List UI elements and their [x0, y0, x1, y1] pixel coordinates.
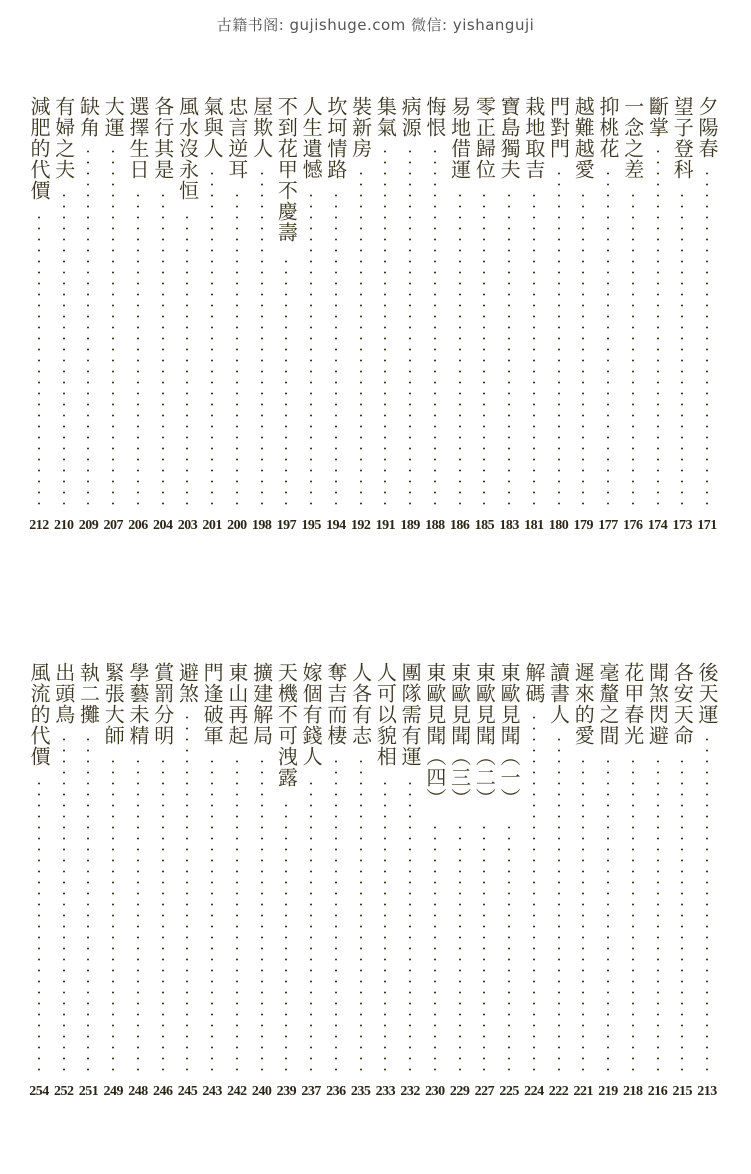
toc-entry[interactable]	[102, 96, 124, 536]
toc-entry[interactable]	[424, 96, 446, 536]
toc-entry[interactable]	[28, 662, 50, 1102]
toc-page-number: 236	[326, 1084, 346, 1099]
toc-entry-title: 毫釐之間	[596, 662, 621, 746]
leader-dots	[38, 212, 40, 512]
toc-entry[interactable]	[325, 96, 347, 536]
toc-entry[interactable]	[102, 662, 124, 1102]
leader-dots	[533, 190, 535, 512]
toc-entry[interactable]	[449, 96, 471, 536]
toc-entry-title: 病源	[398, 96, 423, 138]
toc-entry[interactable]	[28, 96, 50, 536]
toc-page-number: 230	[425, 1084, 445, 1099]
toc-entry-title: 夕陽春	[695, 96, 719, 159]
toc-entry[interactable]	[226, 96, 248, 536]
toc-entry[interactable]	[548, 662, 570, 1102]
toc-page-number: 239	[276, 1084, 297, 1099]
toc-entry-title: 東歐見聞（四）	[422, 662, 447, 809]
leader-dots	[236, 756, 238, 1078]
leader-dots	[483, 822, 485, 1078]
leader-dots	[632, 190, 634, 512]
leader-dots	[434, 822, 436, 1078]
toc-entry[interactable]	[53, 662, 75, 1102]
toc-entry-title: 忠言逆耳	[224, 96, 249, 180]
toc-entry[interactable]	[548, 96, 570, 536]
toc-entry[interactable]	[176, 96, 198, 536]
toc-page-number: 195	[301, 518, 321, 533]
toc-entry-title: 避煞	[175, 662, 200, 704]
leader-dots	[607, 168, 609, 512]
toc-entry-title: 人生遺憾	[299, 96, 324, 180]
toc-page-number: 186	[449, 518, 470, 533]
toc-page-number: 189	[400, 518, 420, 533]
toc-entry[interactable]	[251, 96, 273, 536]
leader-dots	[706, 734, 708, 1078]
leader-dots	[558, 168, 560, 512]
leader-dots	[681, 756, 683, 1078]
toc-entry-title: 東歐見聞（三）	[447, 662, 472, 809]
toc-entry[interactable]	[127, 662, 149, 1102]
toc-entry-title: 氣與人	[200, 96, 225, 159]
toc-page-number: 171	[697, 518, 717, 533]
toc-entry[interactable]	[152, 96, 174, 536]
toc-entry-title: 有婦之夫	[51, 96, 76, 180]
toc-page-number: 249	[103, 1084, 123, 1099]
leader-dots	[137, 190, 139, 512]
toc-page-number: 183	[499, 518, 519, 533]
toc-page-number: 188	[425, 518, 445, 533]
toc-entry[interactable]	[696, 96, 718, 536]
leader-dots	[211, 168, 213, 512]
leader-dots	[508, 822, 510, 1078]
toc-page-number: 254	[29, 1084, 49, 1099]
watermark-text: 古籍书阁: gujishuge.com 微信: yishanguji	[216, 16, 535, 34]
toc-entry-title: 學藝未精	[125, 662, 150, 746]
toc-entry-title: 不到花甲不慶壽	[274, 96, 299, 243]
leader-dots	[657, 146, 659, 512]
toc-entry-title: 一念之差	[620, 96, 645, 180]
toc-page-number: 229	[449, 1084, 470, 1099]
leader-dots	[87, 734, 89, 1078]
toc-page-number: 221	[573, 1084, 594, 1099]
toc-page-number: 235	[350, 1084, 371, 1099]
toc-entry[interactable]	[498, 96, 520, 536]
leader-dots	[162, 190, 164, 512]
toc-entry-title: 零正歸位	[472, 96, 497, 180]
toc-entry[interactable]	[226, 662, 248, 1102]
toc-entry[interactable]	[647, 662, 669, 1102]
toc-entry[interactable]	[622, 662, 644, 1102]
toc-page-number: 227	[474, 1084, 495, 1099]
toc-entry-title: 讀書人	[546, 662, 571, 725]
toc-entry-title: 奪吉而棲	[323, 662, 348, 746]
toc-entry[interactable]	[350, 96, 372, 536]
toc-page-number: 191	[375, 518, 396, 533]
leader-dots	[384, 146, 386, 512]
toc-entry[interactable]	[449, 662, 471, 1102]
toc-entry-title: 抑桃花	[596, 96, 621, 159]
toc-entry-title: 斷掌	[645, 96, 670, 138]
leader-dots	[360, 168, 362, 512]
toc-entry-title: 風水沒永恒	[175, 96, 200, 201]
toc-page-number: 201	[202, 518, 222, 533]
leader-dots	[335, 756, 337, 1078]
toc-page-number: 209	[78, 518, 99, 533]
toc-entry[interactable]	[300, 96, 322, 536]
toc-entry-title: 出頭鳥	[51, 662, 76, 725]
toc-entry-title: 集氣	[373, 96, 398, 138]
toc-entry[interactable]	[152, 662, 174, 1102]
toc-entry[interactable]	[201, 96, 223, 536]
toc-page-number: 179	[573, 518, 594, 533]
leader-dots	[112, 146, 114, 512]
toc-entry-title: 各安天命	[670, 662, 695, 746]
toc-entry-title: 栽地取吉	[521, 96, 546, 180]
leader-dots	[533, 712, 535, 1078]
toc-entry[interactable]	[696, 662, 718, 1102]
toc-entry[interactable]	[424, 662, 446, 1102]
toc-entry-title: 後天運	[695, 662, 719, 725]
toc-entry-title: 賞罰分明	[150, 662, 175, 746]
toc-entry[interactable]	[399, 662, 421, 1102]
toc-page-number: 233	[375, 1084, 396, 1099]
toc-page-number: 215	[672, 1084, 692, 1099]
leader-dots	[38, 778, 40, 1078]
toc-entry-title: 擴建解局	[249, 662, 274, 746]
toc-entry-title: 風流的代價	[27, 662, 51, 767]
toc-page-number: 198	[251, 518, 272, 533]
toc-entry[interactable]	[597, 662, 619, 1102]
toc-page-number: 219	[598, 1084, 618, 1099]
toc-entry[interactable]	[671, 662, 693, 1102]
toc-page-number: 252	[53, 1084, 74, 1099]
toc-entry[interactable]	[77, 96, 99, 536]
toc-top-section	[28, 96, 718, 536]
toc-entry-title: 悔恨	[422, 96, 447, 138]
toc-entry-title: 越難越愛	[571, 96, 596, 180]
toc-entry[interactable]	[251, 662, 273, 1102]
leader-dots	[63, 734, 65, 1078]
toc-entry-title: 人各有志	[348, 662, 373, 746]
leader-dots	[409, 146, 411, 512]
toc-page-number: 242	[227, 1084, 247, 1099]
leader-dots	[261, 168, 263, 512]
leader-dots	[483, 190, 485, 512]
leader-dots	[236, 190, 238, 512]
toc-entry[interactable]	[201, 662, 223, 1102]
toc-entry-title: 減肥的代價	[27, 96, 51, 201]
leader-dots	[459, 822, 461, 1078]
toc-entry-title: 大運	[101, 96, 126, 138]
leader-dots	[706, 168, 708, 512]
toc-entry[interactable]	[523, 96, 545, 536]
leader-dots	[186, 712, 188, 1078]
toc-page-number: 210	[53, 518, 74, 533]
leader-dots	[582, 190, 584, 512]
toc-entry-title: 花甲春光	[620, 662, 645, 746]
leader-dots	[681, 190, 683, 512]
toc-entry[interactable]	[300, 662, 322, 1102]
leader-dots	[335, 190, 337, 512]
toc-entry[interactable]	[498, 662, 520, 1102]
toc-page-number: 240	[251, 1084, 272, 1099]
toc-entry[interactable]	[176, 662, 198, 1102]
toc-page-number: 204	[152, 518, 173, 533]
toc-page-number: 180	[548, 518, 569, 533]
toc-entry-title: 人可以貌相	[373, 662, 398, 767]
toc-page-number: 222	[548, 1084, 569, 1099]
leader-dots	[162, 756, 164, 1078]
leader-dots	[632, 756, 634, 1078]
toc-page-number: 224	[524, 1084, 544, 1099]
toc-entry[interactable]	[597, 96, 619, 536]
toc-page-number: 181	[524, 518, 544, 533]
leader-dots	[409, 778, 411, 1078]
leader-dots	[582, 756, 584, 1078]
toc-entry-title: 團隊需有運	[398, 662, 423, 767]
leader-dots	[112, 756, 114, 1078]
toc-entry[interactable]	[473, 662, 495, 1102]
toc-page-number: 206	[128, 518, 148, 533]
toc-page-number: 245	[177, 1084, 198, 1099]
toc-entry-title: 裝新房	[348, 96, 373, 159]
toc-entry[interactable]	[399, 96, 421, 536]
toc-page-number: 177	[598, 518, 618, 533]
toc-page-number: 218	[623, 1084, 643, 1099]
leader-dots	[607, 756, 609, 1078]
toc-entry[interactable]	[127, 96, 149, 536]
toc-page-number: 237	[301, 1084, 321, 1099]
toc-entry[interactable]	[572, 96, 594, 536]
leader-dots	[657, 756, 659, 1078]
toc-entry[interactable]	[325, 662, 347, 1102]
leader-dots	[63, 190, 65, 512]
toc-entry-title: 聞煞閃避	[645, 662, 670, 746]
leader-dots	[558, 734, 560, 1078]
leader-dots	[459, 190, 461, 512]
toc-page-number: 216	[647, 1084, 668, 1099]
toc-page-number: 207	[103, 518, 123, 533]
toc-page-number: 185	[474, 518, 495, 533]
toc-entry[interactable]	[647, 96, 669, 536]
leader-dots	[310, 190, 312, 512]
leader-dots	[508, 190, 510, 512]
toc-entry-title: 望子登科	[670, 96, 695, 180]
toc-entry-title: 緊張大師	[101, 662, 126, 746]
toc-entry-title: 遲來的愛	[571, 662, 596, 746]
toc-entry-title: 缺角	[76, 96, 101, 138]
toc-entry[interactable]	[53, 96, 75, 536]
toc-page-number: 246	[152, 1084, 173, 1099]
toc-entry[interactable]	[77, 662, 99, 1102]
toc-entry-title: 各行其是	[150, 96, 175, 180]
toc-page-number: 243	[202, 1084, 222, 1099]
toc-entry[interactable]	[350, 662, 372, 1102]
toc-page-number: 248	[128, 1084, 148, 1099]
leader-dots	[310, 778, 312, 1078]
toc-entry-title: 東歐見聞（一）	[497, 662, 522, 809]
leader-dots	[261, 756, 263, 1078]
leader-dots	[186, 212, 188, 512]
leader-dots	[360, 756, 362, 1078]
toc-entry-title: 執二攤	[76, 662, 101, 725]
leader-dots	[434, 146, 436, 512]
leader-dots	[384, 778, 386, 1078]
leader-dots	[137, 756, 139, 1078]
toc-entry[interactable]	[473, 96, 495, 536]
toc-page-number: 225	[499, 1084, 519, 1099]
toc-entry-title: 東歐見聞（二）	[472, 662, 497, 809]
toc-entry[interactable]	[275, 662, 297, 1102]
toc-entry-title: 嫁個有錢人	[299, 662, 324, 767]
toc-page-number: 212	[29, 518, 49, 533]
toc-page-number: 176	[623, 518, 643, 533]
toc-page-number: 197	[276, 518, 297, 533]
toc-entry[interactable]	[374, 662, 396, 1102]
toc-entry-title: 屋欺人	[249, 96, 274, 159]
leader-dots	[285, 256, 287, 512]
toc-entry-title: 門逢破軍	[200, 662, 225, 746]
toc-entry-title: 解碼	[521, 662, 546, 704]
toc-entry[interactable]	[275, 96, 297, 536]
toc-entry-title: 選擇生日	[125, 96, 150, 180]
toc-page-number: 173	[672, 518, 692, 533]
toc-page-number: 251	[78, 1084, 99, 1099]
toc-entry[interactable]	[572, 662, 594, 1102]
toc-page-number: 200	[227, 518, 247, 533]
toc-entry-title: 坎坷情路	[323, 96, 348, 180]
leader-dots	[87, 146, 89, 512]
toc-entry[interactable]	[523, 662, 545, 1102]
toc-page-number: 232	[400, 1084, 420, 1099]
toc-entry[interactable]	[622, 96, 644, 536]
toc-entry-title: 易地借運	[447, 96, 472, 180]
toc-page-number: 203	[177, 518, 198, 533]
toc-bottom-section	[28, 662, 718, 1102]
toc-page-number: 213	[697, 1084, 717, 1099]
toc-entry[interactable]	[671, 96, 693, 536]
toc-entry-title: 門對門	[546, 96, 571, 159]
toc-entry-title: 天機不可洩露	[274, 662, 299, 788]
toc-page-number: 174	[647, 518, 668, 533]
toc-page-number: 192	[350, 518, 371, 533]
toc-page-number: 194	[326, 518, 346, 533]
toc-entry-title: 寶島獨夫	[497, 96, 522, 180]
toc-entry-title: 東山再起	[224, 662, 249, 746]
leader-dots	[211, 756, 213, 1078]
leader-dots	[285, 800, 287, 1078]
toc-entry[interactable]	[374, 96, 396, 536]
